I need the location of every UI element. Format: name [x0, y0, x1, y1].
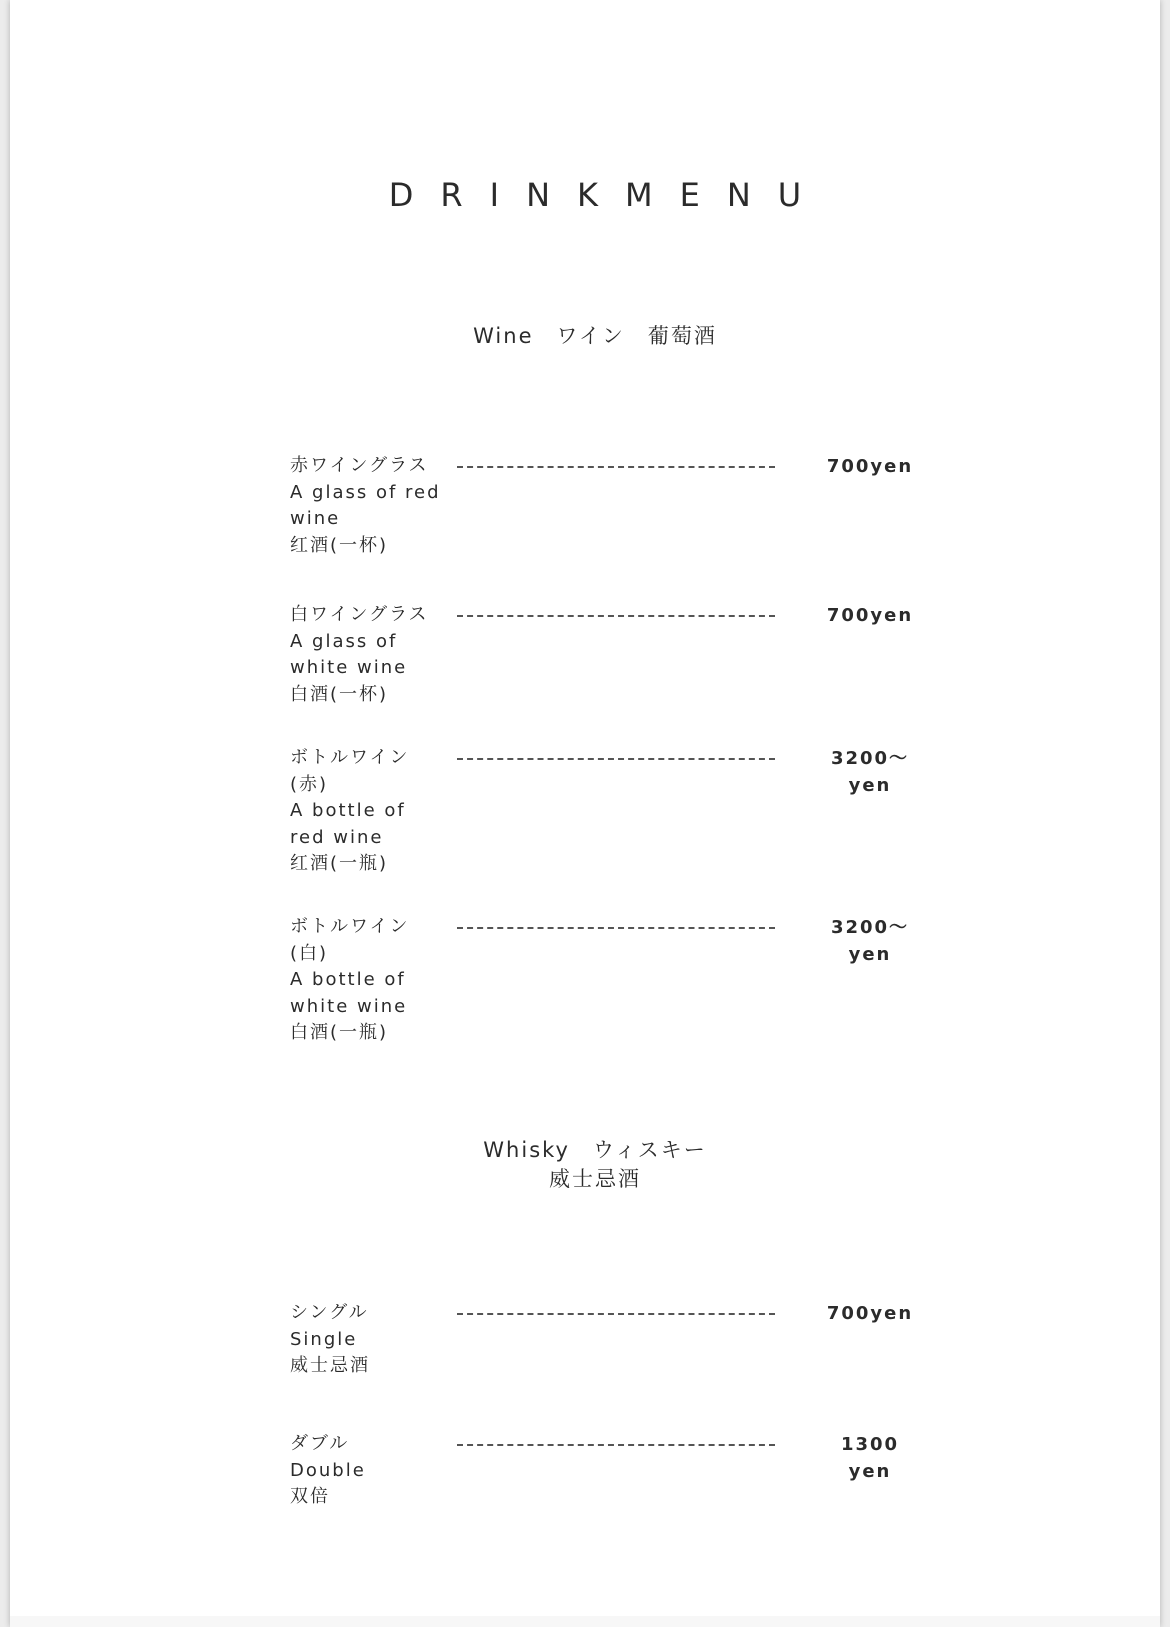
section-heading-whisky: Whisky ウィスキー 威士忌酒: [483, 1138, 707, 1191]
page-bottom-edge: [10, 1616, 1160, 1627]
item-name-line: (赤): [290, 773, 329, 795]
dotted-leader: [457, 1313, 775, 1315]
item-name: 赤ワイングラス: [290, 455, 429, 476]
item-name-line: 红酒(一瓶): [290, 853, 389, 874]
price-text: yen: [848, 944, 892, 965]
dotted-leader: [457, 927, 775, 929]
price-text: yen: [848, 775, 892, 796]
price-text: 3200～: [830, 917, 910, 938]
item-price: [810, 914, 930, 968]
item-price: [810, 1431, 930, 1485]
item-name-line: wine: [290, 508, 341, 529]
price-text: 700yen: [826, 605, 914, 626]
price-text: 700yen: [826, 1303, 914, 1324]
price-text: 3200～: [830, 748, 910, 769]
item-name-line: A glass of red: [290, 481, 441, 503]
item-name-line: 白酒(一瓶): [290, 1022, 389, 1043]
item-name: ボトルワイン: [290, 747, 410, 768]
page-title: DRINKMENU: [388, 176, 829, 214]
item-name-line: white wine: [290, 657, 408, 678]
item-name-line: red wine: [290, 826, 384, 848]
item-name-line: (白): [290, 942, 329, 964]
dotted-leader: [457, 615, 775, 617]
section-heading-wine: Wine ワイン 葡萄酒: [473, 324, 717, 348]
item-name-line: 白酒(一杯): [290, 683, 389, 705]
item-name-line: white wine: [290, 995, 408, 1017]
price-text: 1300: [840, 1434, 900, 1455]
item-name: ダブル: [290, 1433, 350, 1454]
item-names: [290, 1300, 455, 1380]
price-text: yen: [848, 1461, 892, 1482]
item-name-line: 红酒(一杯): [290, 534, 389, 556]
item-price: [810, 1300, 930, 1327]
item-name: 白ワイングラス: [290, 604, 429, 625]
item-name-line: 双倍: [290, 1486, 330, 1507]
item-name-line: Single: [290, 1328, 358, 1350]
item-names: [290, 453, 455, 559]
item-name-line: A bottle of: [290, 969, 406, 990]
item-price: [810, 745, 930, 799]
price-text: 700yen: [826, 456, 914, 477]
item-name: シングル: [290, 1302, 369, 1323]
item-price: [810, 453, 930, 480]
dotted-leader: [457, 1444, 775, 1446]
item-names: [290, 602, 455, 708]
item-name-line: 威士忌酒: [290, 1355, 370, 1376]
dotted-leader: [457, 758, 775, 760]
item-name-line: Double: [290, 1459, 366, 1481]
dotted-leader: [457, 466, 775, 468]
item-names: [290, 914, 455, 1047]
item-name-line: A bottle of: [290, 800, 406, 821]
item-name: ボトルワイン: [290, 916, 410, 937]
menu-page: [10, 0, 1160, 1627]
item-names: [290, 745, 455, 878]
item-price: [810, 602, 930, 629]
item-names: [290, 1431, 455, 1511]
item-name-line: A glass of: [290, 630, 398, 652]
